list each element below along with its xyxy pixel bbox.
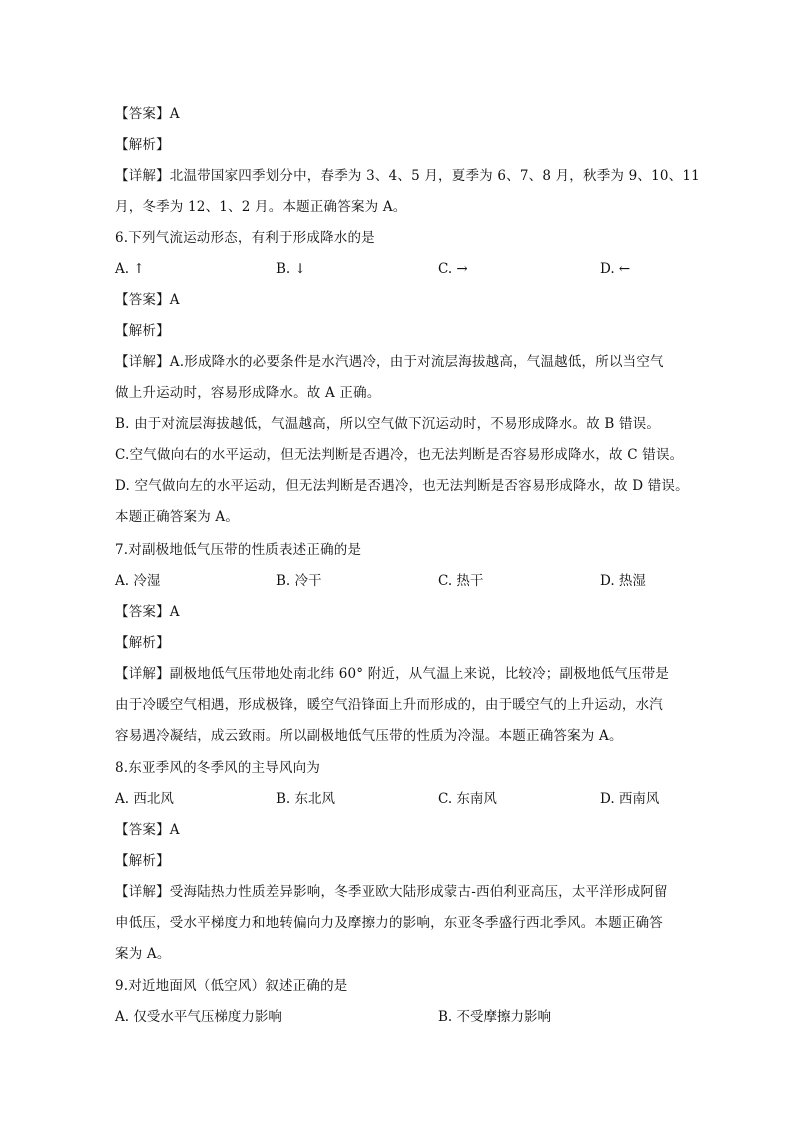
question-stem: 8.东亚季风的冬季风的主导风向为 <box>115 760 321 776</box>
detail-text: D. 空气做向左的水平运动，但无法判断是否遇冷，也无法判断是否容易形成降水，故 D 错误。 <box>115 478 689 494</box>
answer-label: 【答案】A <box>115 106 180 122</box>
detail-text: 本题正确答案为 A。 <box>115 509 240 525</box>
option-a: A. 西北风 <box>115 791 174 807</box>
detail-text: 容易遇冷凝结，成云致雨。所以副极地低气压带的性质为冷湿。本题正确答案为 A。 <box>115 728 623 744</box>
detail-text: 【详解】副极地低气压带地处南北纬 60° 附近，从气温上来说，比较冷；副极地低气压带是 <box>115 666 670 682</box>
option-a: A. ↑ <box>115 261 145 277</box>
question-stem: 7.对副极地低气压带的性质表述正确的是 <box>115 542 362 558</box>
answer-label: 【答案】A <box>115 822 180 838</box>
analysis-label: 【解析】 <box>115 635 170 651</box>
option-c: C. 东南风 <box>438 791 497 807</box>
detail-text: 【详解】受海陆热力性质差异影响，冬季亚欧大陆形成蒙古-西伯利亚高压，太平洋形成阿留 <box>115 884 668 900</box>
detail-text: 【详解】北温带国家四季划分中，春季为 3、4、5 月，夏季为 6、7、8 月，秋季为 9、10、11 <box>115 168 700 184</box>
answer-label: 【答案】A <box>115 292 180 308</box>
option-a: A. 仅受水平气压梯度力影响 <box>115 1009 282 1025</box>
detail-text: 月，冬季为 12、1、2 月。本题正确答案为 A。 <box>115 199 407 215</box>
option-c: C. → <box>438 261 468 277</box>
detail-text: 由于冷暖空气相遇，形成极锋，暖空气沿锋面上升而形成的，由于暖空气的上升运动，水汽 <box>115 697 663 713</box>
option-b: B. 不受摩擦力影响 <box>438 1009 552 1025</box>
option-b: B. ↓ <box>276 261 306 277</box>
answer-label: 【答案】A <box>115 604 180 620</box>
question-stem: 6.下列气流运动形态，有利于形成降水的是 <box>115 230 375 246</box>
detail-text: C.空气做向右的水平运动，但无法判断是否遇冷，也无法判断是否容易形成降水，故 C 错误。 <box>115 447 684 463</box>
detail-text: 做上升运动时，容易形成降水。故 A 正确。 <box>115 385 381 401</box>
option-c: C. 热干 <box>438 573 484 589</box>
option-d: D. ← <box>600 261 631 277</box>
detail-text: 申低压，受水平梯度力和地转偏向力及摩擦力的影响，东亚冬季盛行西北季风。本题正确答 <box>115 915 663 931</box>
detail-text: B. 由于对流层海拔越低，气温越高，所以空气做下沉运动时，不易形成降水。故 B 错误。 <box>115 416 661 432</box>
option-d: D. 热湿 <box>600 573 646 589</box>
analysis-label: 【解析】 <box>115 853 170 869</box>
detail-text: 【详解】A.形成降水的必要条件是水汽遇冷，由于对流层海拔越高，气温越低，所以当空气 <box>115 354 664 370</box>
analysis-label: 【解析】 <box>115 137 170 153</box>
analysis-label: 【解析】 <box>115 323 170 339</box>
option-b: B. 东北风 <box>276 791 336 807</box>
option-b: B. 冷干 <box>276 573 322 589</box>
option-a: A. 冷湿 <box>115 573 161 589</box>
option-d: D. 西南风 <box>600 791 660 807</box>
question-stem: 9.对近地面风（低空风）叙述正确的是 <box>115 978 348 994</box>
detail-text: 案为 A。 <box>115 946 171 962</box>
